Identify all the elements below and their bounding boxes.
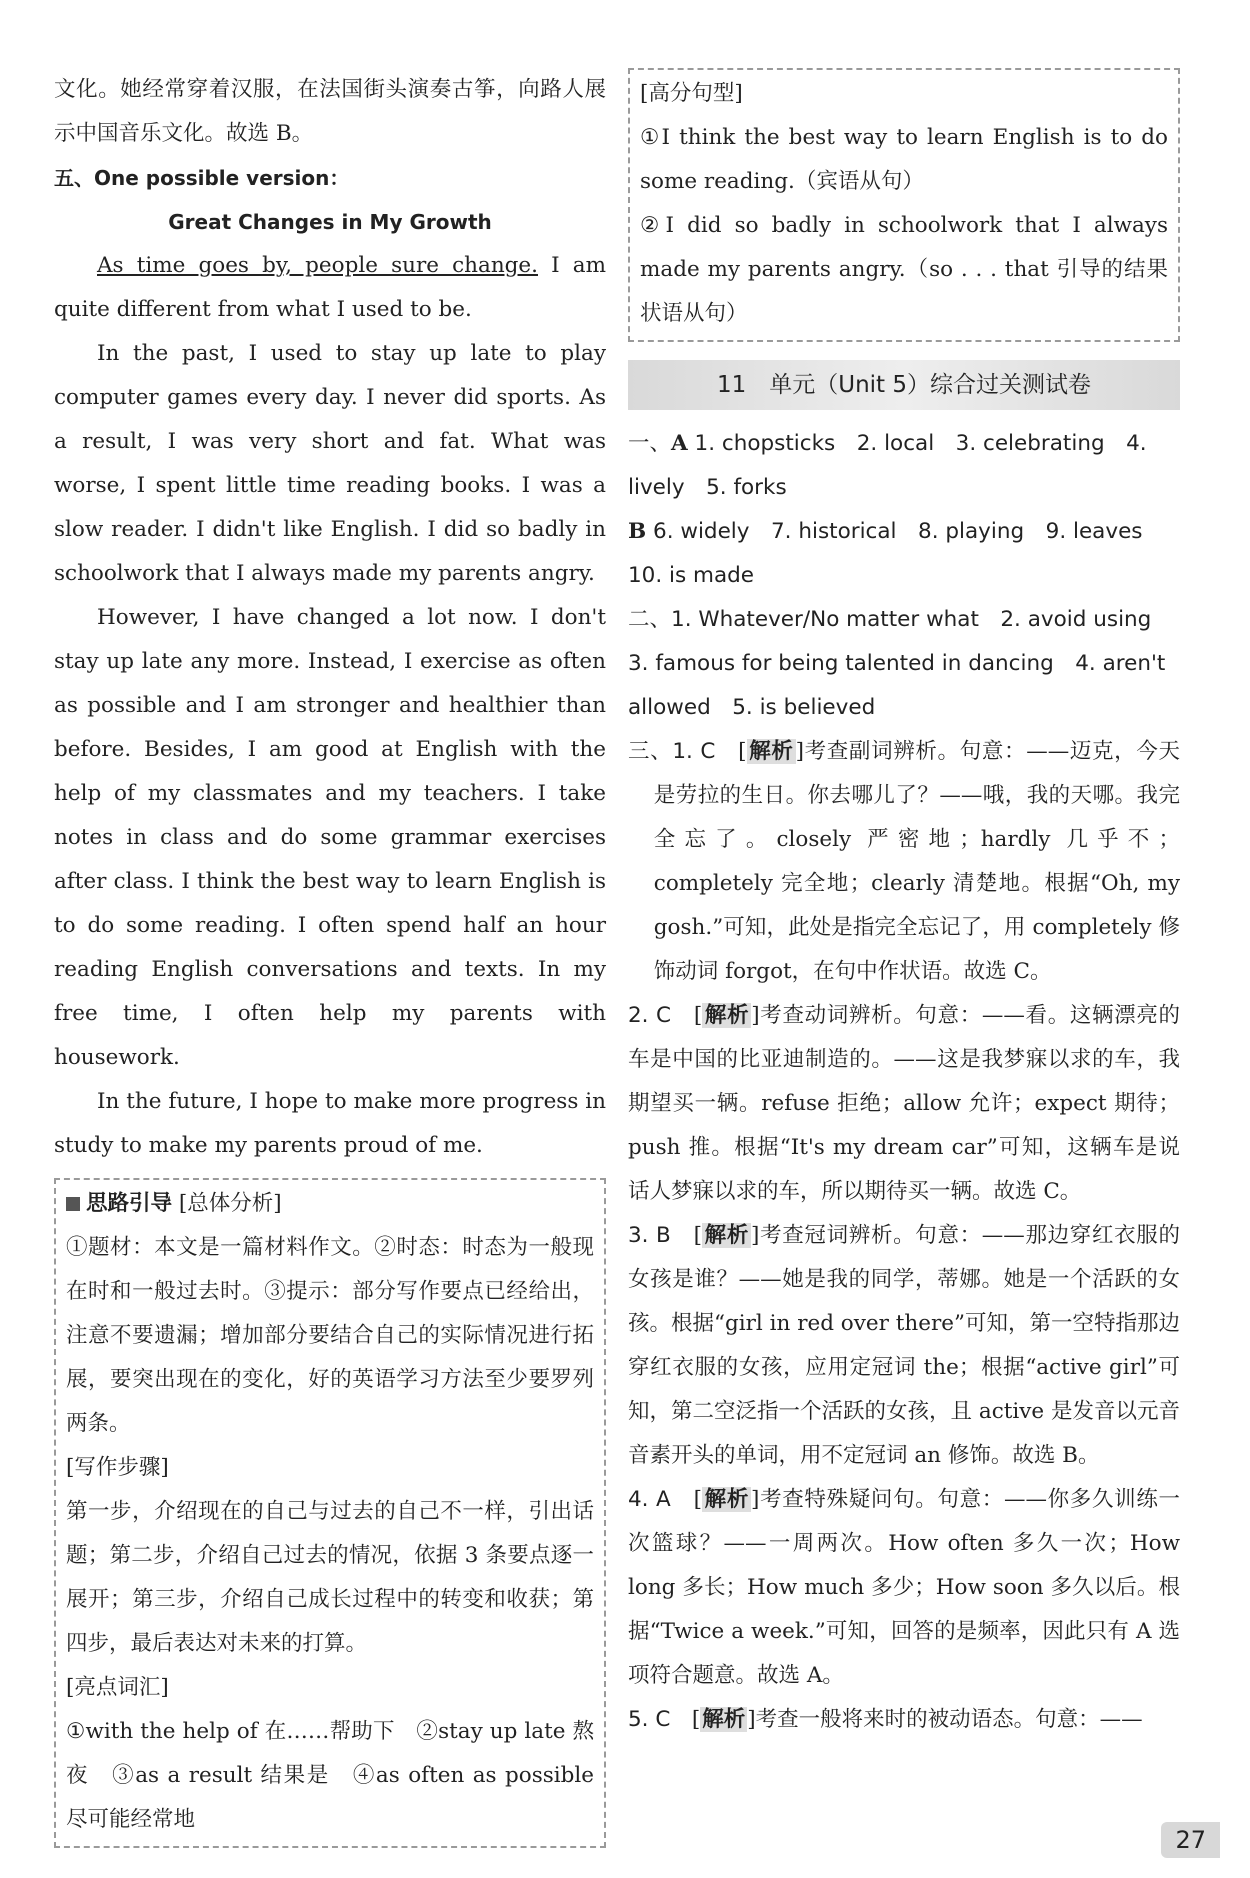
section-three-label: 三、 — [628, 739, 673, 764]
q4-explanation: 考查特殊疑问句。句意：——你多久训练一次篮球？——一周两次。How often 多久一次；How long 多长；How much 多少；How soon 多久以后。根据“Twice a week.”可知，回答的是频率，因此只有 A 选项符合题意。故选 A。 — [628, 1487, 1180, 1688]
q4-jiexi-tag: 解析 — [703, 1487, 749, 1512]
essay-opening-underlined: As time goes by, people sure change. — [97, 253, 538, 278]
q4-answer: 4. A — [628, 1487, 671, 1512]
key-sentence-2: ②I did so badly in schoolwork that I always made my parents angry.（so . . . that 引导的结果状语从句） — [640, 213, 1168, 326]
part-b-label: B — [628, 519, 647, 544]
essay-opening-rest: I am quite different from what I used to be. — [54, 253, 606, 322]
unit-test-banner: 11 单元（Unit 5）综合过关测试卷 — [628, 360, 1180, 410]
writing-guide-heading: 思路引导 — [86, 1191, 173, 1216]
highlight-vocab-text: ①with the help of 在……帮助下 ②stay up late 熬夜 ③as a result 结果是 ④as often as possible 尽可能经常地 — [66, 1719, 594, 1832]
key-sentences-box — [628, 68, 1180, 342]
section-five-label: 五、One possible version： — [54, 166, 350, 190]
q1-jiexi-tag: 解析 — [748, 739, 794, 764]
overall-analysis-text: ①题材：本文是一篇材料作文。②时态：时态为一般现在时和一般过去时。③提示：部分写作要点已经给出，注意不要遗漏；增加部分要结合自己的实际情况进行拓展，要突出现在的变化，好的英语学习方法至少要罗列两条。 — [66, 1235, 594, 1436]
q1-answer: 1. C — [672, 739, 716, 764]
question-1: 三、1. C [解析]考查副词辨析。句意：——迈克，今天是劳拉的生日。你去哪儿了？——哦，我的天哪。我完全忘了。closely 严密地；hardly 几乎不；completely 完全地；clearly 清楚地。根据“Oh, my gosh.”可知，此处是指完全忘记了，用 completely 修饰动词 forgot，在句中作状语。故选 C。 — [628, 739, 1180, 984]
highlight-vocab-tag: [亮点词汇] — [66, 1675, 169, 1700]
part-a-label: A — [671, 431, 688, 456]
writing-steps-tag: [写作步骤] — [66, 1455, 169, 1480]
essay-paragraph-4: In the future, I hope to make more progress in study to make my parents proud of me. — [54, 1089, 606, 1158]
q2-explanation: 考查动词辨析。句意：——看。这辆漂亮的车是中国的比亚迪制造的。——这是我梦寐以求的车，我期望买一辆。refuse 拒绝；allow 允许；expect 期待；push 推。根据“It's my dream car”可知，这辆车是说话人梦寐以求的车，所以期待买一辆。故选 C。 — [628, 1003, 1180, 1204]
question-3: 3. B [解析]考查冠词辨析。句意：——那边穿红衣服的女孩是谁？——她是我的同学，蒂娜。她是一个活跃的女孩。根据“girl in red over there”可知，第一空特指那边穿红衣服的女孩，应用定冠词 the；根据“active girl”可知，第二空泛指一个活跃的女孩，且 active 是发音以元音音素开头的单词，用不定冠词 an 修饰。故选 B。 — [628, 1223, 1180, 1468]
q3-jiexi-tag: 解析 — [704, 1223, 750, 1248]
q5-explanation: 考查一般将来时的被动语态。句意：—— — [755, 1707, 1143, 1732]
q3-answer: 3. B — [628, 1223, 671, 1248]
right-column — [628, 68, 1180, 1742]
overall-analysis-tag: [总体分析] — [178, 1191, 282, 1216]
essay-title: Great Changes in My Growth — [168, 210, 492, 234]
q1-explanation: 考查副词辨析。句意：——迈克，今天是劳拉的生日。你去哪儿了？——哦，我的天哪。我完全忘了。closely 严密地；hardly 几乎不；completely 完全地；clearly 清楚地。根据“Oh, my gosh.”可知，此处是指完全忘记了，用 completely 修饰动词 forgot，在句中作状语。故选 C。 — [653, 739, 1180, 984]
book-icon — [66, 1197, 80, 1211]
essay-paragraph-2: In the past, I used to stay up late to play computer games every day. I never did sports. As a result, I was very short and fat. What was worse, I spent little time reading books. I was a slow reader. I didn't like English. I did so badly in schoolwork that I always made my parents angry. — [54, 341, 606, 586]
key-sentences-tag: [高分句型] — [640, 81, 743, 106]
writing-steps-text: 第一步，介绍现在的自己与过去的自己不一样，引出话题；第二步，介绍自己过去的情况，依据 3 条要点逐一展开；第三步，介绍自己成长过程中的转变和收获；第四步，最后表达对未来的打算。 — [66, 1499, 594, 1656]
section-two — [628, 598, 1180, 730]
part-b-answers: 6. widely 7. historical 8. playing 9. leaves 10. is made — [628, 519, 1165, 588]
q2-jiexi-tag: 解析 — [704, 1003, 750, 1028]
writing-guide-box — [54, 1178, 606, 1848]
q3-explanation: 考查冠词辨析。句意：——那边穿红衣服的女孩是谁？——她是我的同学，蒂娜。她是一个活跃的女孩。根据“girl in red over there”可知，第一空特指那边穿红衣服的女孩，应用定冠词 the；根据“active girl”可知，第二空泛指一个活跃的女孩，且 active 是发音以元音音素开头的单词，用不定冠词 an 修饰。故选 B。 — [628, 1223, 1180, 1468]
section-one-a — [628, 422, 1180, 510]
q2-answer: 2. C — [628, 1003, 672, 1028]
q5-jiexi-tag: 解析 — [702, 1707, 746, 1732]
section-two-answers: 1. Whatever/No matter what 2. avoid using 3. famous for being talented in dancing 4. aren't allowed 5. is believed — [628, 607, 1173, 720]
section-one-b — [628, 510, 1180, 598]
essay-paragraph-3: However, I have changed a lot now. I don't stay up late any more. Instead, I exercise as often as possible and I am stronger and healthier than before. Besides, I am good at English with the help of my classmates and my teachers. I take notes in class and do some grammar exercises after class. I think the best way to learn English is to do some reading. I often spend half an hour reading English conversations and texts. In my free time, I often help my parents with housework. — [54, 605, 606, 1070]
q5-answer: 5. C — [628, 1707, 671, 1732]
part-a-answers: 1. chopsticks 2. local 3. celebrating 4. lively 5. forks — [628, 431, 1147, 500]
question-4: 4. A [解析]考查特殊疑问句。句意：——你多久训练一次篮球？——一周两次。How often 多久一次；How long 多长；How much 多少；How soon 多久以后。根据“Twice a week.”可知，回答的是频率，因此只有 A 选项符合题意。故选 A。 — [628, 1487, 1180, 1688]
question-5: 5. C [解析]考查一般将来时的被动语态。句意：—— — [628, 1707, 1143, 1732]
section-two-label: 二、 — [628, 607, 672, 632]
page-number: 27 — [1161, 1822, 1220, 1858]
question-2: 2. C [解析]考查动词辨析。句意：——看。这辆漂亮的车是中国的比亚迪制造的。——这是我梦寐以求的车，我期望买一辆。refuse 拒绝；allow 允许；expect 期待；push 推。根据“It's my dream car”可知，这辆车是说话人梦寐以求的车，所以期待买一辆。故选 C。 — [628, 1003, 1180, 1204]
essay-paragraph-1 — [54, 244, 606, 332]
section-one-label: 一、 — [628, 431, 672, 456]
left-column — [54, 68, 606, 1848]
paragraph-continuation: 文化。她经常穿着汉服，在法国街头演奏古筝，向路人展示中国音乐文化。故选 B。 — [54, 77, 606, 146]
key-sentence-1: ①I think the best way to learn English is to do some reading.（宾语从句） — [640, 125, 1168, 194]
writing-guide-header — [66, 1182, 594, 1226]
